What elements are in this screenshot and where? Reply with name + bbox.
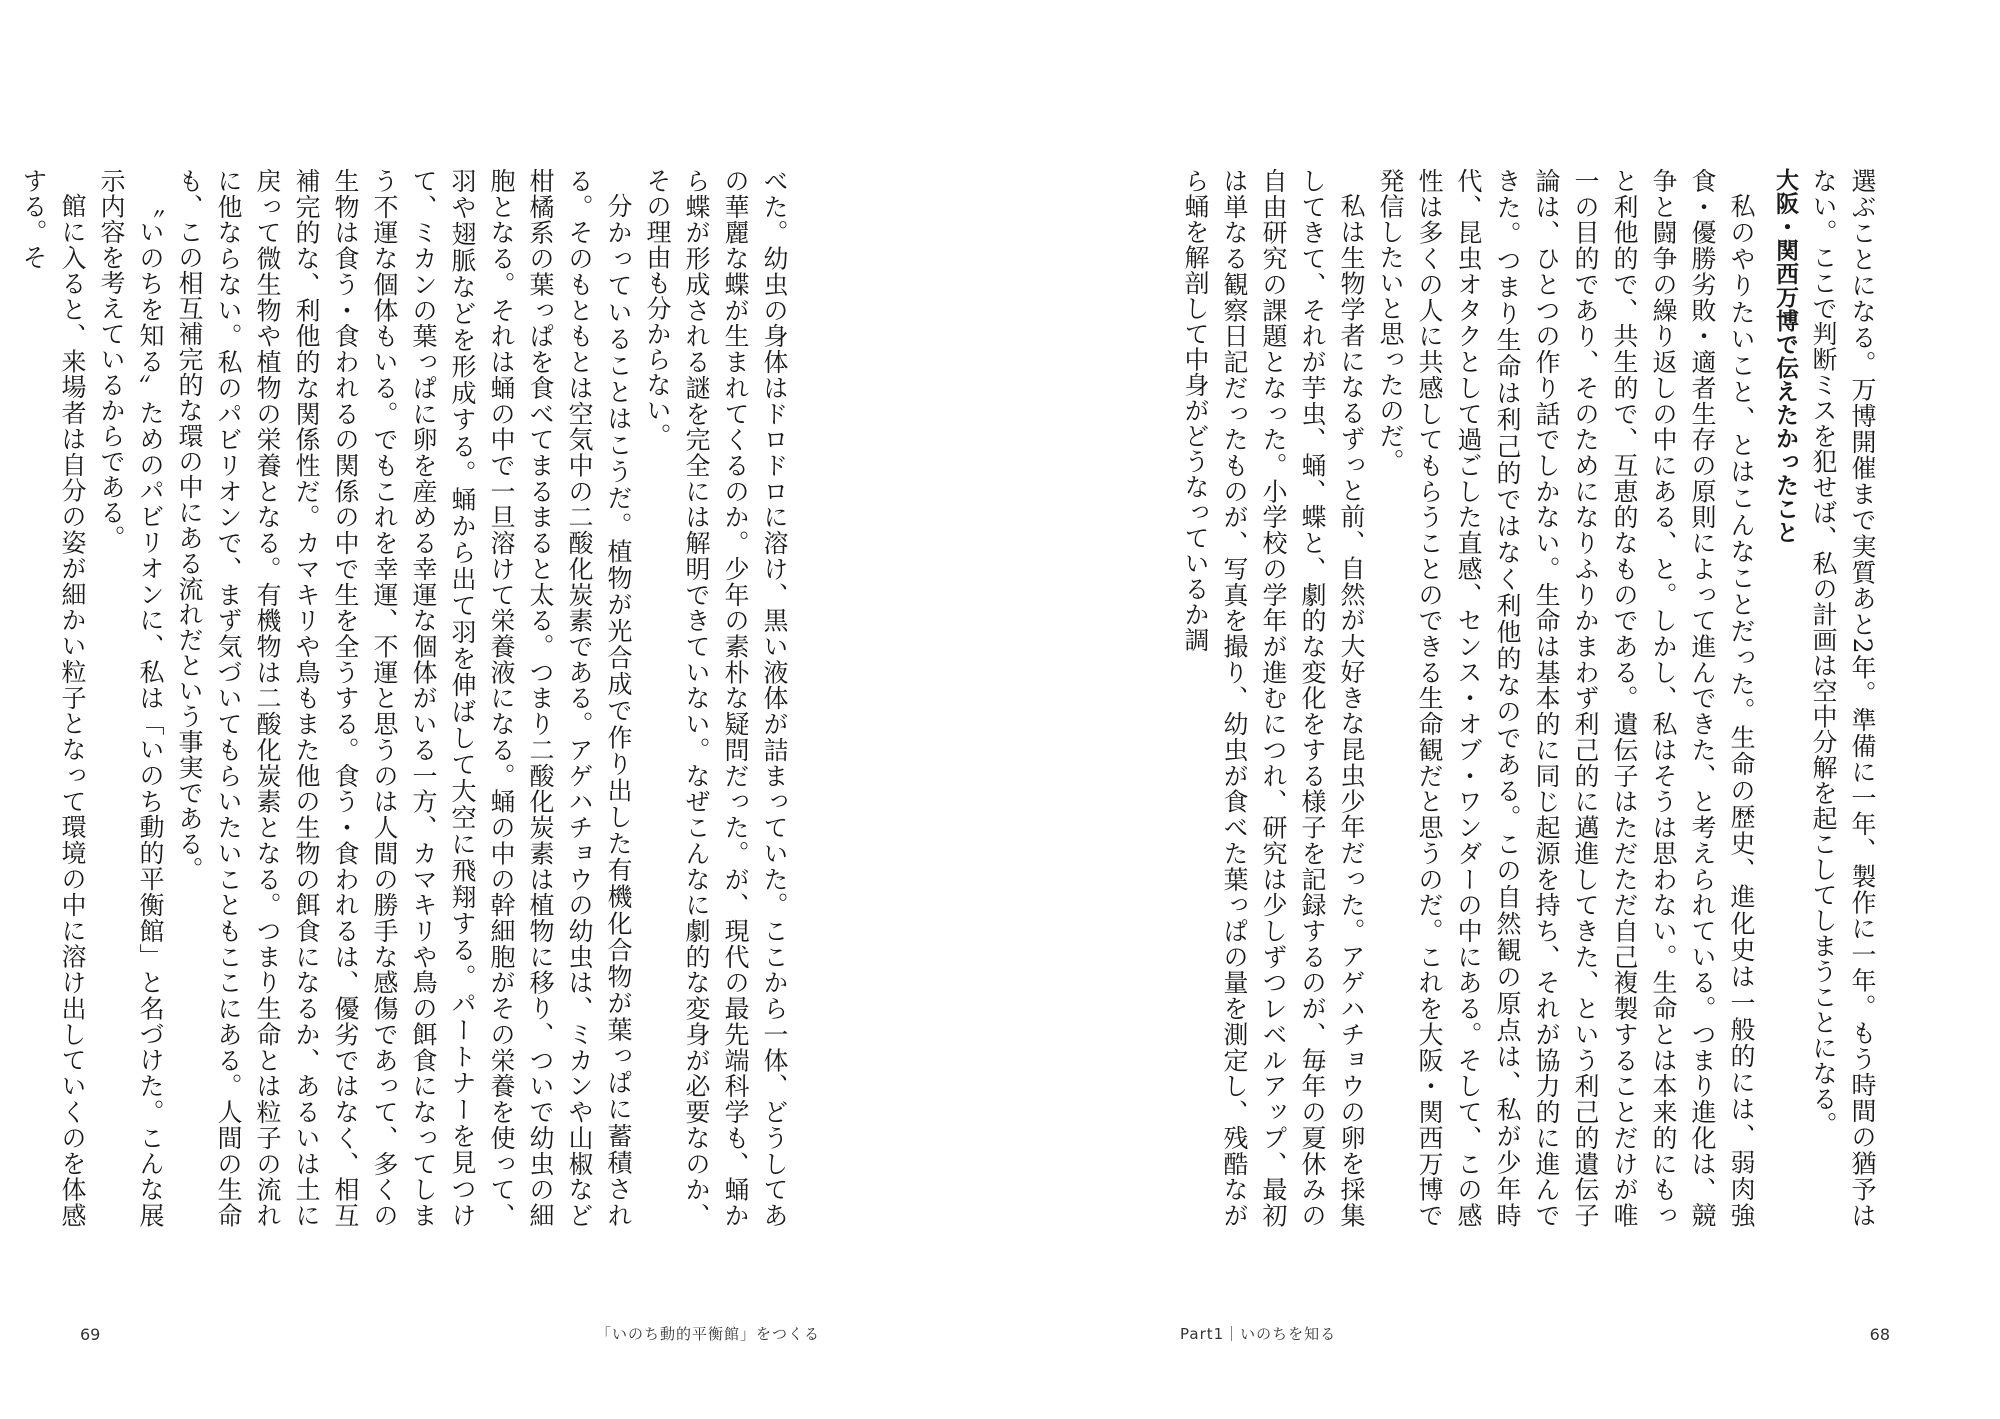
running-head: Part1｜いのちを知る bbox=[1180, 1325, 1337, 1343]
body-paragraph: 〝いのちを知る〟ためのパビリオンに、私は「いのち動的平衡館」と名づけた。こんな展示内容を考えているからである。 bbox=[97, 168, 165, 1228]
body-paragraph: 分かっていることはこうだ。植物が光合成で作り出した有機化合物が葉っぱに蓄積される。そのもともとは空気中の二酸化炭素である。アゲハチョウの幼虫は、ミカンや山椒など柑橘系の葉っぱを食べてまるまると太る。つまり二酸化炭素は植物に移り、ついで幼虫の細胞となる。それは蛹の中で一旦溶けて栄養液になる。蛹の中の幹細胞がその栄養を使って、羽や翅脈などを形成する。蛹から出て羽を伸ばして大空に飛翔する。パートナーを見つけて、ミカンの葉っぱに卵を産める幸運な個体がいる一方、カマキリや鳥の餌食になってしまう不運な個体もいる。でもこれを幸運、不運と思うのは人間の勝手な感傷であって、多くの生物は食う・食われるの関係の中で生を全うする。食う・食われるは、優劣ではなく、相互補完的な、利他的な関係性だ。カマキリや鳥もまた他の生物の餌食になるか、あるいは土に戻って微生物や植物の栄養となる。有機物は二酸化炭素となる。つまり生命とは粒子の流れに他ならない。私のパビリオンで、まず気づいてもらいたいこともここにある。人間の生命も、この相互補完的な環の中にある流れだという事実である。 bbox=[175, 168, 633, 1229]
page-number: 68 bbox=[1869, 1325, 1890, 1344]
body-paragraph: 館に入ると、来場者は自分の姿が細かい粒子となって環境の中に溶け出していくのを体感する。そ bbox=[19, 168, 87, 1229]
page-number: 69 bbox=[80, 1325, 101, 1344]
right-page-body bbox=[1162, 168, 1882, 1228]
body-paragraph: べた。幼虫の身体はドロドロに溶け、黒い液体が詰まっていた。ここから一体、どうしてあの華麗な蝶が生まれてくるのか。少年の素朴な疑問だった。が、現代の最先端科学も、蛹から蝶が形成される謎を完全には解明できていない。なぜこんなに劇的な変身が必要なのか、その理由も分からない。 bbox=[643, 168, 789, 1228]
left-page-body bbox=[19, 168, 794, 1229]
body-paragraph: 選ぶことになる。万博開催まで実質あと2年。準備に一年、製作に一年。もう時間の猶予はない。ここで判断ミスを犯せば、私の計画は空中分解を起こしてしまうことになる。 bbox=[1809, 168, 1877, 1228]
running-head: 「いのち動的平衡館」をつくる bbox=[595, 1325, 820, 1343]
body-paragraph: 私は生物学者になるずっと前、自然が大好きな昆虫少年だった。アゲハチョウの卵を採集してきて、それが芋虫、蛹、蝶と、劇的な変化をする様子を記録するのが、毎年の夏休みの自由研究の課題となった。小学校の学年が進むにつれ、研究は少しずつレベルアップ、最初は単なる観察日記だったものが、写真を撮り、幼虫が食べた葉っぱの量を測定し、残酷ながら蛹を解剖して中身がどうなっているか調 bbox=[1181, 168, 1366, 1228]
right-page bbox=[1000, 0, 2000, 1419]
body-paragraph: 私のやりたいこと、とはこんなことだった。生命の歴史、進化史は一般的には、弱肉強食・優勝劣敗・適者生存の原則によって進んできた、と考えられている。つまり進化は、競争と闘争の繰り返しの中にある、と。しかし、私はそうは思わない。生命とは本来的にもっと利他的で、共生的で、互恵的なものである。遺伝子はただただ自己複製することだけが唯一の目的であり、そのためになりふりかまわず利己的に邁進してきた、という利己的遺伝子論は、ひとつの作り話でしかない。生命は基本的に同じ起源を持ち、それが協力的に進んできた。つまり生命は利己的ではなく利他的なのである。この自然観の原点は、私が少年時代、昆虫オタクとして過ごした直感、センス・オブ・ワンダーの中にある。そして、この感性は多くの人に共感してもらうことのできる生命観だと思うのだ。これを大阪・関西万博で発信したいと思ったのだ。 bbox=[1376, 168, 1756, 1228]
section-heading: 大阪・関西万博で伝えたかったこと bbox=[1772, 168, 1798, 544]
